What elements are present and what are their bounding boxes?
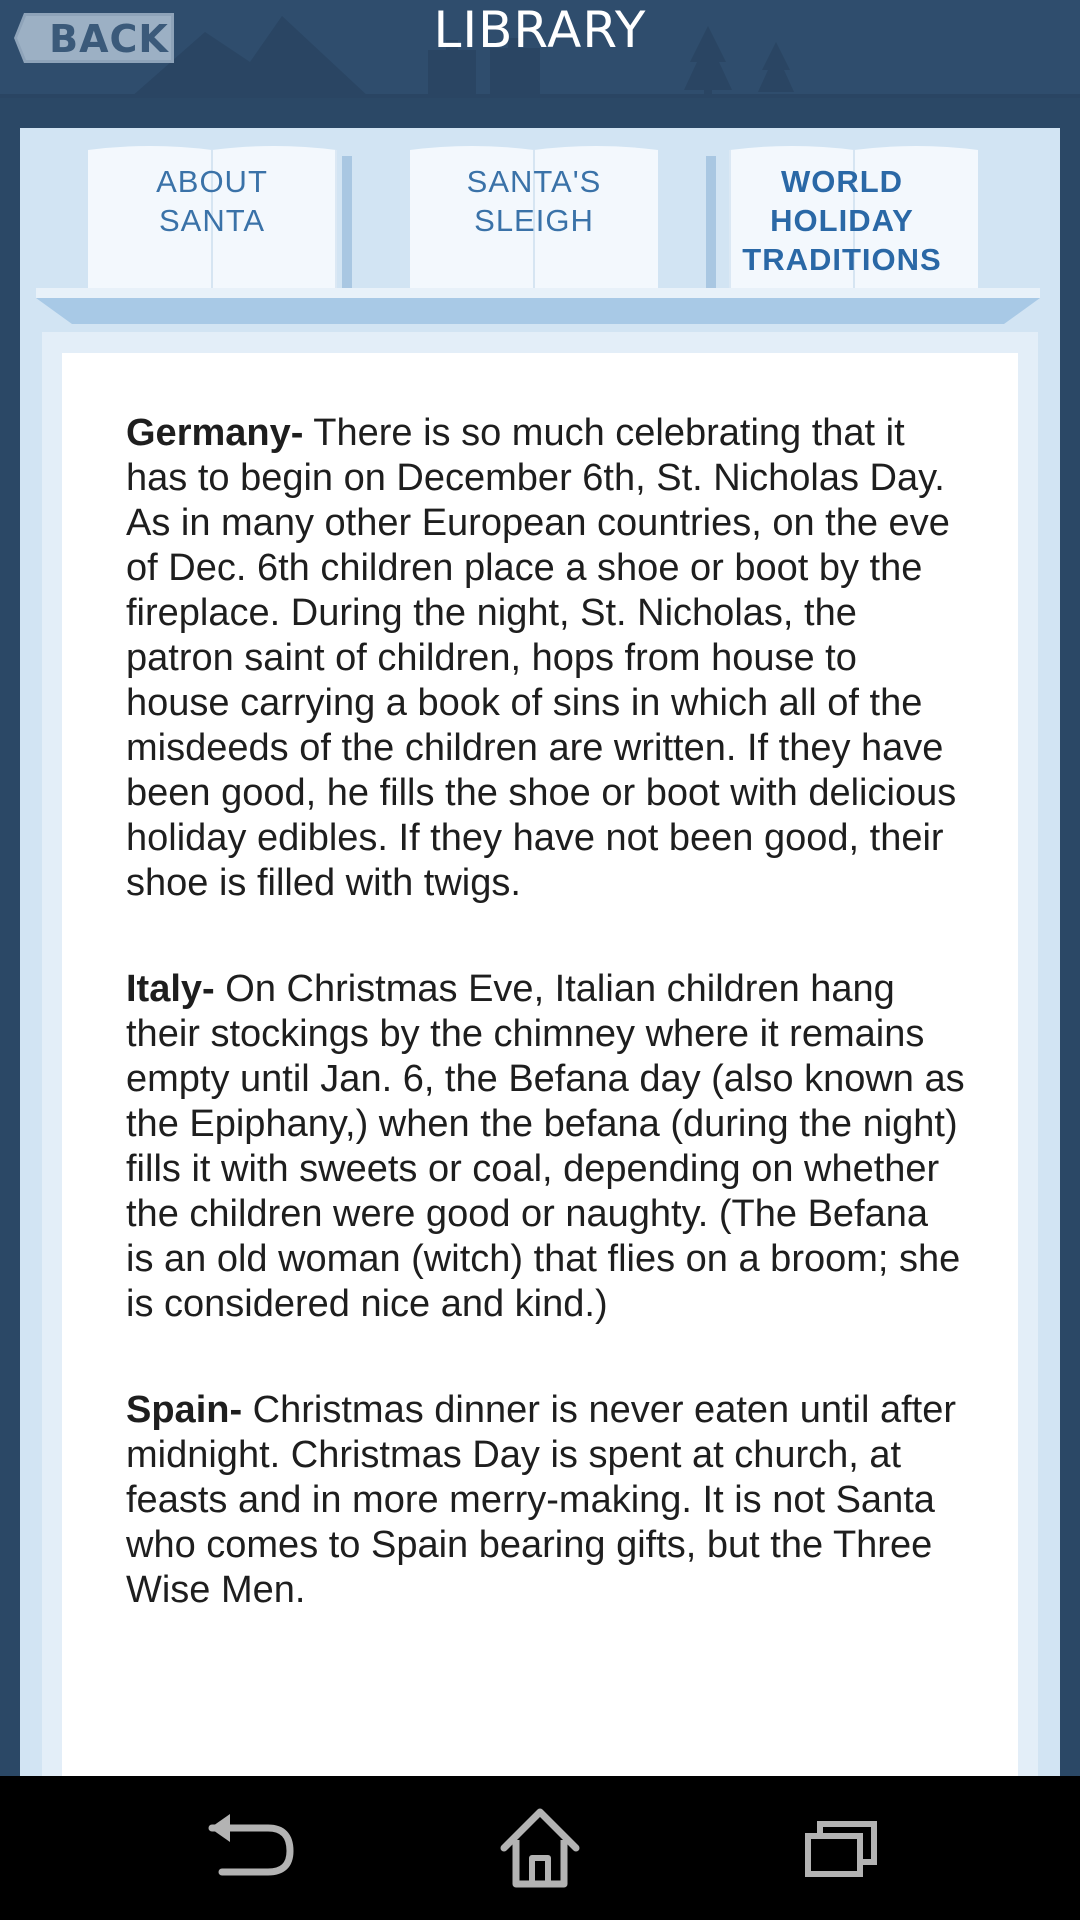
- country-name: Germany-: [126, 412, 304, 454]
- book-shelf: [36, 288, 1040, 324]
- country-name: Spain-: [126, 1389, 243, 1431]
- tradition-entry-germany: [126, 411, 966, 906]
- nav-home-button[interactable]: [460, 1776, 620, 1920]
- home-icon: [460, 1776, 620, 1920]
- tradition-entry-italy: [126, 967, 966, 1327]
- country-name: Italy-: [126, 968, 215, 1010]
- traditions-list: [126, 411, 966, 1674]
- recent-apps-icon: [760, 1776, 920, 1920]
- page-title: LIBRARY: [433, 1, 647, 59]
- back-arrow-icon: [162, 1776, 322, 1920]
- tab-santas-sleigh-label: SANTA'S SLEIGH: [466, 164, 602, 238]
- nav-back-button[interactable]: [162, 1776, 322, 1920]
- tab-world-holiday-traditions[interactable]: [706, 142, 978, 288]
- nav-recent-apps-button[interactable]: [760, 1776, 920, 1920]
- tab-santas-sleigh[interactable]: [410, 142, 660, 288]
- tab-world-holiday-traditions-label: WORLD HOLIDAY TRADITIONS: [742, 164, 942, 277]
- system-navigation-bar: [0, 1776, 1080, 1920]
- tradition-text: On Christmas Eve, Italian children hang their stockings by the chimney where it remains empty until Jan. 6, the Befana day (also known as the Epiphany,) when the befana (during the night) fills it with sweets or coal, depending on whether the children were good or naughty. (The Befana is an old woman (witch) that flies on a broom; she is considered nice and kind.): [126, 968, 965, 1325]
- tradition-text: Christmas dinner is never eaten until after midnight. Christmas Day is spent at church, at feasts and in more merry-making. It is not Santa who comes to Spain bearing gifts, but the Three Wise Men.: [126, 1389, 957, 1611]
- header-bar: [0, 0, 1080, 98]
- back-label: BACK: [49, 17, 169, 61]
- tab-about-santa[interactable]: [88, 142, 358, 288]
- tradition-entry-spain: [126, 1388, 966, 1613]
- tradition-text: There is so much celebrating that it has to begin on December 6th, St. Nicholas Day. As in many other European countries, on the eve of Dec. 6th children place a shoe or boot by the fireplace. During the night, St. Nicholas, the patron saint of children, hops from house to house carrying a book of sins in which all of the misdeeds of the children are written. If they have been good, he fills the shoe or boot with delicious holiday edibles. If they have not been good, their shoe is filled with twigs.: [126, 412, 957, 904]
- tab-about-santa-label: ABOUT SANTA: [156, 164, 268, 238]
- traditions-text-area[interactable]: [62, 353, 1018, 1778]
